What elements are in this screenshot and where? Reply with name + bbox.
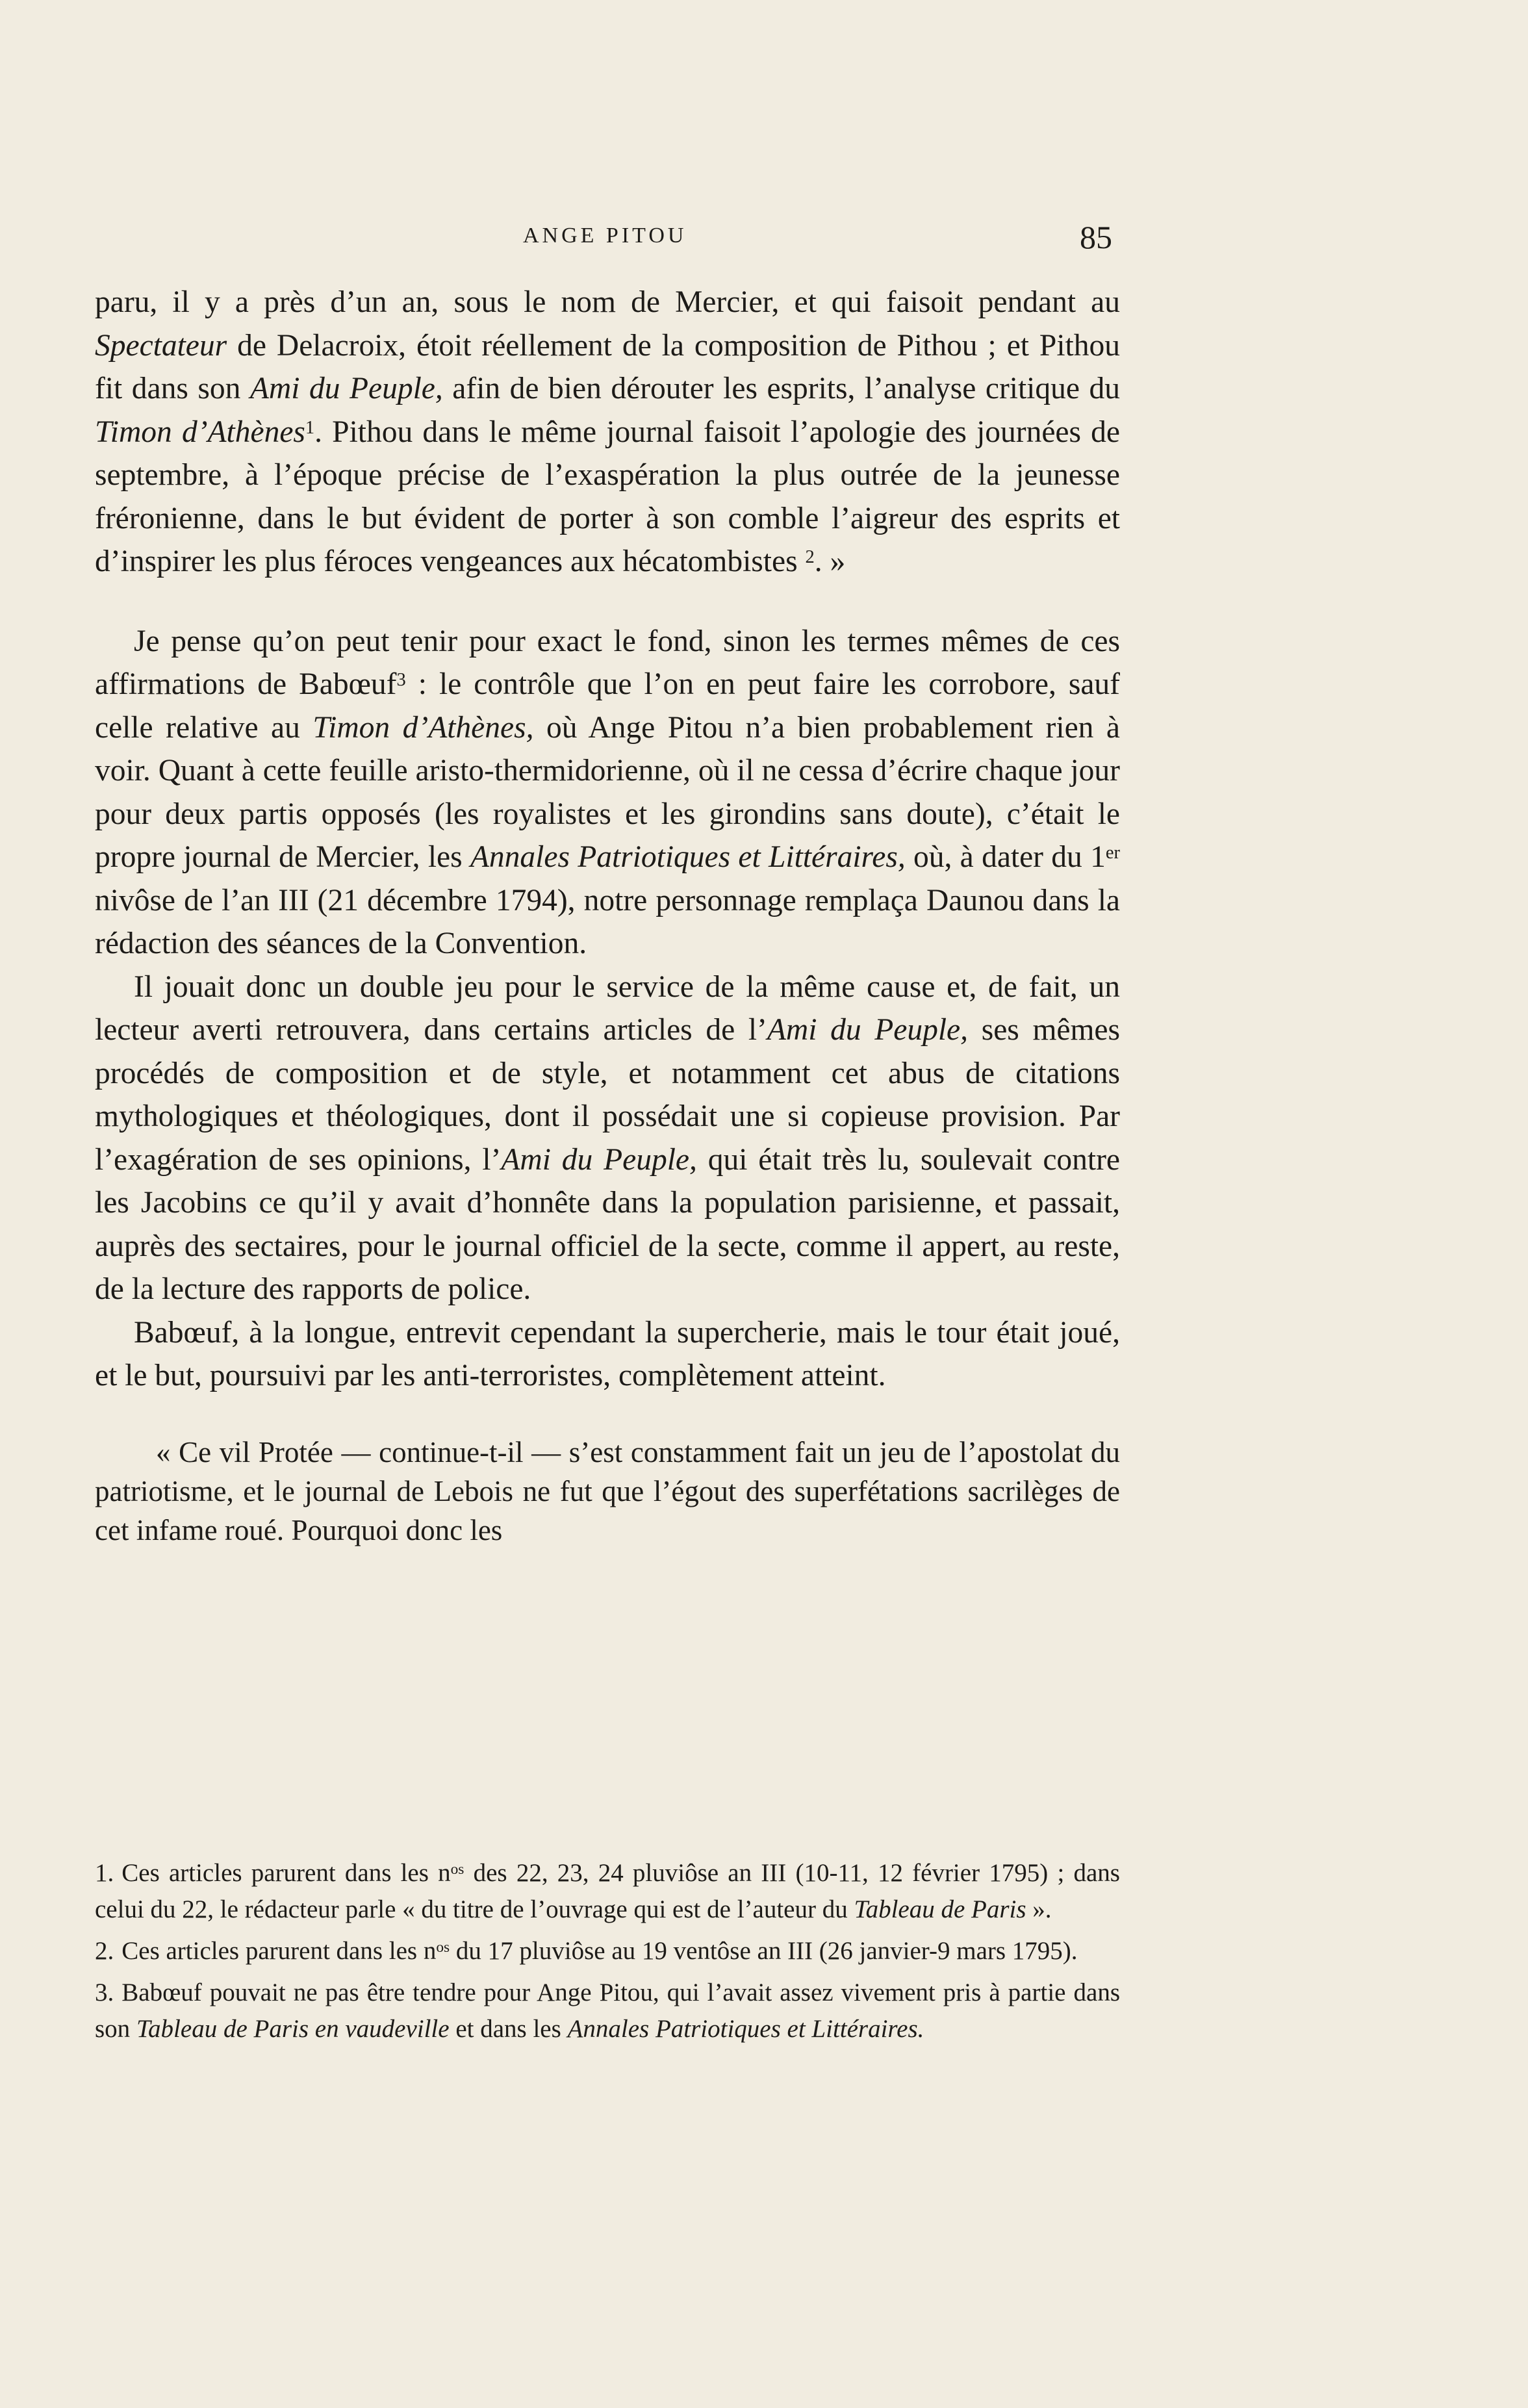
footnote-3-italic-1: Tableau de Paris en vaudeville (136, 2015, 450, 2043)
paragraph-1-text-2: de Delacroix, étoit réellement de la composition de Pithou ; et Pithou fit dans son (95, 328, 1120, 405)
footnote-2-superscript: os (436, 1939, 450, 1956)
paragraph-3-text-3: qui était très lu, soulevait contre les Jacobins ce qu’il y avait d’honnête dans la population parisienne, et passait, auprès des sectaires, pour le journal officiel de la secte, comme il appert, au reste, de la lecture des rapports de police. (95, 1142, 1120, 1306)
footnote-ref-2: 2 (805, 547, 815, 567)
footnote-3 (95, 1975, 1120, 2047)
footnote-2 (95, 1933, 1120, 1969)
footnote-2-text-2: du 17 pluviôse au 19 ventôse an III (26 janvier-9 mars 1795). (450, 1937, 1078, 1965)
paragraph-2-italic-1: Timon d’Athènes, (312, 710, 534, 745)
paragraph-3-italic-1: Ami du Peuple, (767, 1013, 969, 1047)
footnote-1-text-3: ». (1026, 1895, 1052, 1923)
paragraph-1 (95, 281, 1120, 583)
paragraph-5: « Ce vil Protée — continue-t-il — s’est constamment fait un jeu de l’apostolat du patriotisme, et le journal de Lebois ne fut que l’égout des superfétations sacrilèges de cet infame roué. Pourquoi donc les (95, 1435, 1120, 1546)
footnote-3-number: 3. (95, 1979, 114, 2006)
main-text (95, 281, 1120, 1550)
footnote-1-italic-1: Tableau de Paris (854, 1895, 1026, 1923)
footnote-2-number: 2. (95, 1937, 114, 1965)
paragraph-1-text-1: paru, il y a près d’un an, sous le nom de Mercier, et qui faisoit pendant au (95, 285, 1120, 319)
paragraph-1-text-4: . Pithou dans le même journal faisoit l’apologie des journées de septembre, à l’époque précise de l’exaspération la plus outrée de la jeunesse fréronienne, dans le but évident de porter à son comble l’aigreur des esprits et d’inspirer les plus féroces vengeances aux hécatombistes (95, 415, 1120, 578)
footnote-3-italic-2: Annales Patriotiques et Littéraires. (567, 2015, 924, 2043)
paragraph-1-italic-1: Spectateur (95, 328, 227, 363)
footnote-1-text-1: Ces articles parurent dans les n (121, 1859, 451, 1887)
paragraph-4: Babœuf, à la longue, entrevit cependant la supercherie, mais le tour était joué, et le but, poursuivi par les anti-terroristes, complètement atteint. (95, 1315, 1120, 1392)
footnotes (95, 1855, 1120, 2053)
paragraph-2-text-4: où, à dater du 1 (905, 840, 1106, 874)
paragraph-1-text-5: . » (814, 544, 846, 578)
paragraph-1-italic-2: Ami du Peuple, (249, 372, 443, 405)
footnote-2-text-1: Ces articles parurent dans les n (121, 1937, 437, 1965)
running-title: ANGE PITOU (523, 224, 687, 248)
footnote-1 (95, 1855, 1120, 1928)
paragraph-3-italic-2: Ami du Peuple, (501, 1142, 697, 1177)
ordinal-superscript: er (1105, 843, 1121, 863)
page-number: 85 (1080, 219, 1112, 255)
paragraph-1-italic-3: Timon d’Athènes (95, 415, 305, 449)
paragraph-2 (95, 620, 1120, 966)
paragraph-3-text-1: Il jouait donc un double jeu pour le service de la même cause et, de fait, un lecteur averti retrouvera, dans certains articles de l’ (95, 969, 1120, 1047)
paragraph-3-text-2: ses mêmes procédés de composition et de style, et notamment cet abus de citations mythologiques et théologiques, dont il possédait une si copieuse provision. Par l’exagération de ses opinions, l’ (95, 1013, 1120, 1177)
footnote-3-text-2: et dans les (449, 2015, 568, 2043)
footnote-1-text-2: des 22, 23, 24 pluviôse an III (10-11, 12 février 1795) ; dans celui du 22, le rédacteur parle « du titre de l’ouvrage qui est de l’auteur du (95, 1859, 1120, 1923)
footnote-ref-3: 3 (396, 670, 406, 690)
paragraph-2-text-1: Je pense qu’on peut tenir pour exact le fond, sinon les termes mêmes de ces affirmations de Babœuf (95, 624, 1120, 701)
footnote-ref-1: 1 (305, 417, 315, 438)
paragraph-2-text-3: où Ange Pitou n’a bien probablement rien à voir. Quant à cette feuille aristo-thermidorienne, où il ne cessa d’écrire chaque jour pour deux partis opposés (les royalistes et les girondins sans doute), c’était le propre journal de Mercier, les (95, 710, 1120, 874)
paragraph-2-text-2: : le contrôle que l’on en peut faire les corrobore, sauf celle relative au (95, 667, 1120, 745)
paragraph-2-text-5: nivôse de l’an III (21 décembre 1794), notre personnage remplaça Daunou dans la rédaction des séances de la Convention. (95, 883, 1120, 960)
page-header (0, 218, 1528, 257)
paragraph-3 (95, 966, 1120, 1311)
footnote-3-text-1: Babœuf pouvait ne pas être tendre pour Ange Pitou, qui l’avait assez vivement pris à partie dans son (95, 1979, 1120, 2043)
footnote-1-number: 1. (95, 1859, 114, 1887)
paragraph-2-italic-2: Annales Patriotiques et Littéraires, (470, 840, 906, 874)
paragraph-1-text-3: afin de bien dérouter les esprits, l’analyse critique du (442, 372, 1120, 405)
footnote-1-superscript: os (450, 1861, 465, 1878)
